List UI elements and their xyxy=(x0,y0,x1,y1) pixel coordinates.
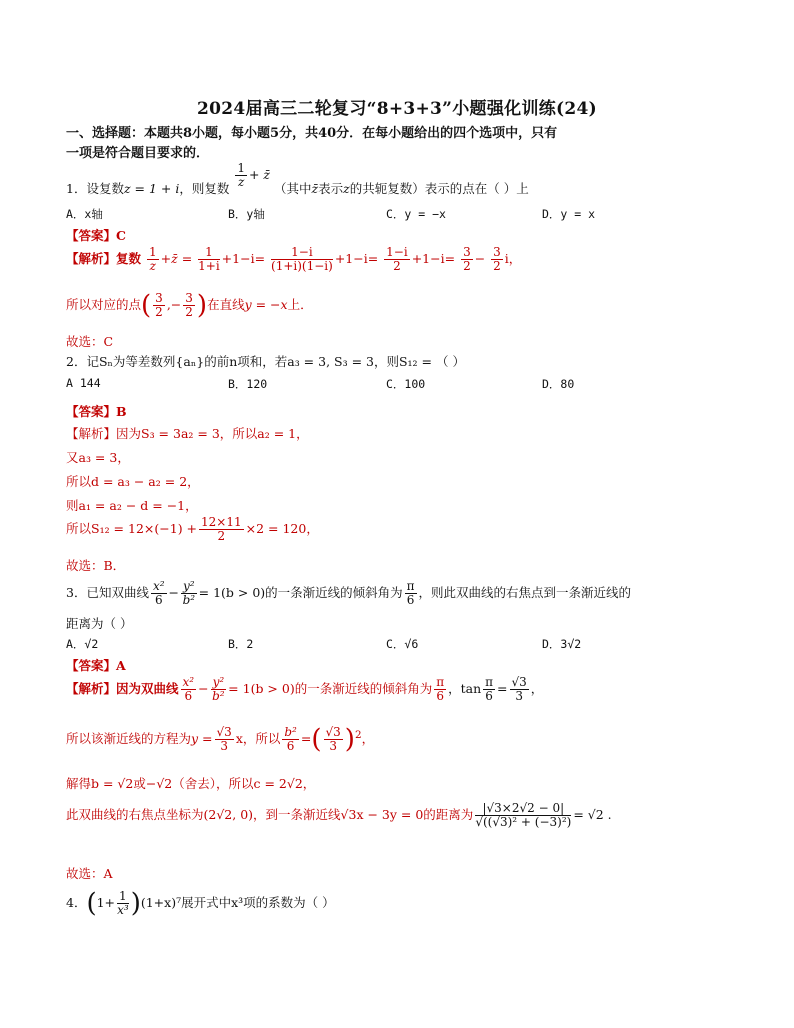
q2-analysis-2: 又a₃ = 3， xyxy=(66,450,130,465)
q1-z-expr: z = 1 + i xyxy=(123,181,180,197)
q2-stem: 2．记Sₙ为等差数列{aₙ}的前n项和，若a₃ = 3, S₃ = 3，则S₁₂ = （ ） xyxy=(66,354,465,369)
q3-analysis-3: 解得b = √2或−√2（舍去），所以c = 2√2， xyxy=(66,776,316,791)
q3-answer: 【答案】A xyxy=(66,658,126,673)
q1-stem: 1．设复数z = 1 + i，则复数 $\frac{1}{z}$ + z̄ （其中z̄表示z的共轭复数）表示的点在（ ）上 xyxy=(66,161,529,197)
q3-analysis-2: 所以该渐近线的方程为y = $\frac{√3}{3}$ x，所以 $\frac{\text{b²}}{6}$ =( $\frac{√3}{3}$ )$^2$， xyxy=(66,724,375,755)
q2-option-d: D．80 xyxy=(542,377,575,391)
q2-analysis-1: 【解析】因为S₃ = 3a₂ = 3，所以a₂ = 1， xyxy=(66,426,309,441)
q1-option-c: C．y = −x xyxy=(386,207,446,221)
q2-analysis-3: 所以d = a₃ − a₂ = 2， xyxy=(66,474,200,489)
q1-choose: 故选：C xyxy=(66,334,114,349)
q1-point-line: 所以对应的点( $\frac{3}{2}$ ,− $\frac{3}{2}$ )在直线y = −x上． xyxy=(66,290,313,321)
q3-analysis-1: 【解析】因为双曲线 $\frac{\text{x²}}{6}$ − $\frac{\text{y²}}{\text{b²}}$ = 1(b > 0)的一条渐近线的倾斜角为 $\frac{\pi}{6}$ ，tan $\frac{\pi}{6}$ = $\frac{√3}{3}$ ， xyxy=(66,675,544,704)
q1-option-a: A．x轴 xyxy=(66,207,103,221)
q3-stem-cont: 距离为（ ） xyxy=(66,616,133,631)
q2-option-b: B．120 xyxy=(228,377,268,391)
q1-answer: 【答案】C xyxy=(66,228,126,243)
q2-analysis-5: 所以S₁₂ = 12×(−1) + $\frac{12\times 11}{2}$ ×2 = 120， xyxy=(66,515,319,544)
q3-option-d: D．3√2 xyxy=(542,637,582,651)
q1-fraction: $\frac{1}{z}$ xyxy=(237,161,245,190)
q2-option-c: C．100 xyxy=(386,377,426,391)
q1-analysis: 【解析】复数 $\frac{1}{z}$ +z̄ = $\frac{1}{1+i}$ +1−i= $\frac{1-i}{(1+i)(1-i)}$ +1−i= $\frac{1-i}{2}$ +1−i= $\frac{3}{2}$ − $\frac{3}{2}$ i， xyxy=(66,245,522,274)
q3-choose: 故选：A xyxy=(66,866,113,881)
q3-option-a: A．√2 xyxy=(66,637,99,651)
q3-option-c: C．√6 xyxy=(386,637,419,651)
q3-analysis-4: 此双曲线的右焦点坐标为(2√2, 0)，到一条渐近线√3x − 3y = 0的距离为 $\frac{|√3\times 2√2 - 0|}{\text{√((√3)² + (−3)²)}}$ = √2 . xyxy=(66,801,612,830)
q2-option-a: A 144 xyxy=(66,376,101,390)
q3-stem: 3．已知双曲线 $\frac{\text{x²}}{6}$ − $\frac{\text{y²}}{\text{b²}}$ = 1(b > 0)的一条渐近线的倾斜角为 $\frac{\pi}{6}$ ，则此双曲线的右焦点到一条渐近线的 xyxy=(66,579,632,608)
q1-option-b: B．y轴 xyxy=(228,207,265,221)
q2-choose: 故选：B． xyxy=(66,558,126,573)
section-heading: 一、选择题：本题共8小题，每小题5分，共40分．在每小题给出的四个选项中，只有 xyxy=(66,126,558,141)
q4-stem: 4．(1+ $\frac{1}{\text{x³}}$ )(1+x)⁷展开式中x³项的系数为（ ） xyxy=(66,888,335,919)
q2-answer: 【答案】B xyxy=(66,404,127,419)
q2-analysis-4: 则a₁ = a₂ − d = −1， xyxy=(66,498,198,513)
section-heading-cont: 一项是符合题目要求的． xyxy=(66,146,210,161)
page-title: 2024届高三二轮复习“8+3+3”小题强化训练(24) xyxy=(197,99,597,119)
q3-option-b: B．2 xyxy=(228,637,254,651)
q1-option-d: D．y = x xyxy=(542,207,596,221)
